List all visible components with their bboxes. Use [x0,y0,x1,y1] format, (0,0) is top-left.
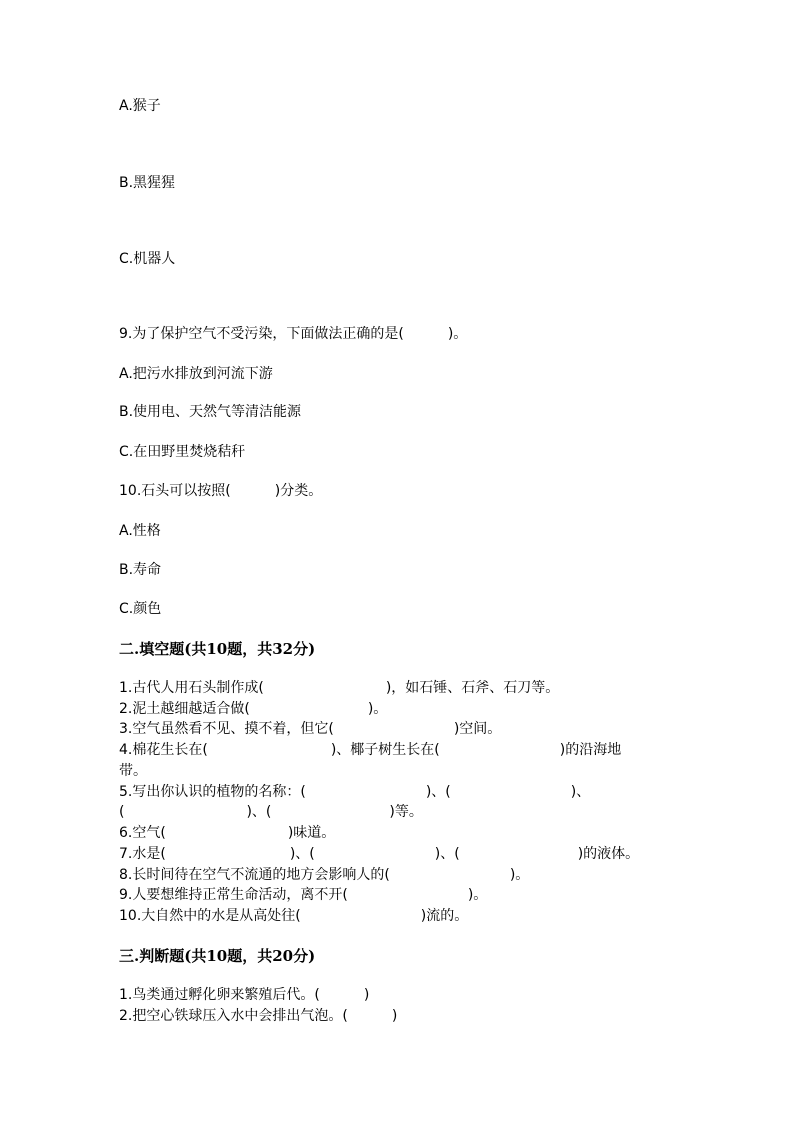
fill-item-4: 4.棉花生长在( )、椰子树生长在( )的沿海地 [119,742,622,758]
fill-item-7: 7.水是( )、( )、( )的液体。 [119,846,640,862]
q9-option-c: C.在田野里焚烧秸秆 [119,444,246,460]
fill-item-5: 5.写出你认识的植物的名称：( )、( )、 [119,784,591,800]
fill-item-8: 8.长时间待在空气不流通的地方会影响人的( )。 [119,867,530,883]
q8-option-c: C.机器人 [119,251,176,267]
fill-item-9: 9.人要想维持正常生命活动，离不开( )。 [119,887,488,903]
q10-option-a: A.性格 [119,523,161,539]
q9-option-b: B.使用电、天然气等清洁能源 [119,404,302,420]
q10-option-b: B.寿命 [119,562,162,578]
q9-stem: 9.为了保护空气不受污染，下面做法正确的是( )。 [119,326,468,342]
fill-item-2: 2.泥土越细越适合做( )。 [119,701,388,717]
q10-stem: 10.石头可以按照( )分类。 [119,483,323,499]
judge-item-2: 2.把空心铁球压入水中会排出气泡。( ) [119,1008,398,1024]
fill-item-4-cont: 带。 [119,763,147,779]
fill-item-10: 10.大自然中的水是从高处往( )流的。 [119,908,469,924]
q8-option-a: A.猴子 [119,98,161,114]
q10-option-c: C.颜色 [119,601,162,617]
judge-item-1: 1.鸟类通过孵化卵来繁殖后代。( ) [119,987,370,1003]
q9-option-a: A.把污水排放到河流下游 [119,366,273,382]
section-heading-fill-blank: 二.填空题(共10题，共32分) [119,640,316,658]
fill-item-3: 3.空气虽然看不见、摸不着，但它( )空间。 [119,721,502,737]
fill-item-6: 6.空气( )味道。 [119,825,336,841]
fill-item-5-cont: ( )、( )等。 [119,804,423,820]
fill-item-1: 1.古代人用石头制作成( )，如石锤、石斧、石刀等。 [119,680,560,696]
section-heading-true-false: 三.判断题(共10题，共20分) [119,947,316,965]
q8-option-b: B.黑猩猩 [119,175,176,191]
